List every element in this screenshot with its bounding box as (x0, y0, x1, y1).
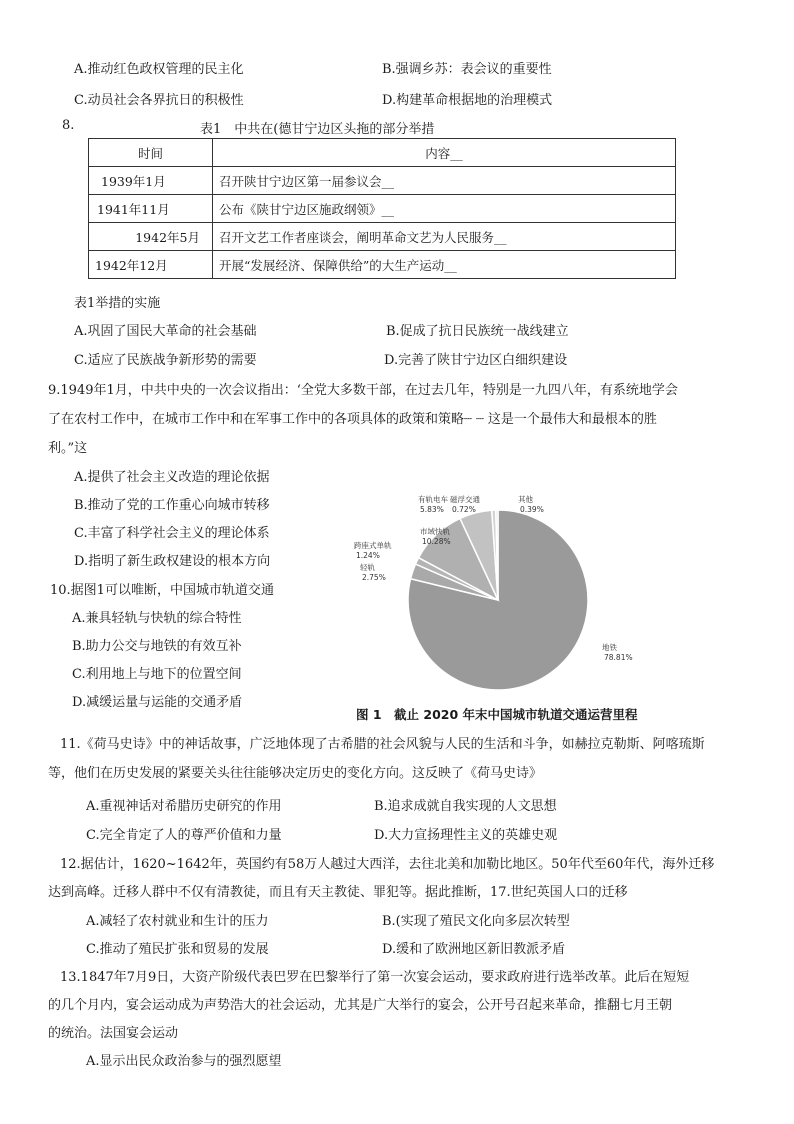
q8-table-title: 表1 中共在(德甘宁边区头拖的部分举措 (200, 122, 435, 137)
q10-option-b: B.助力公交与地铁的有效互补 (72, 639, 242, 654)
q7-option-d: D.构建革命根据地的治理模式 (382, 93, 553, 108)
table-row (89, 223, 676, 251)
q8-option-a: A.巩固了国民大革命的社会基础 (74, 324, 257, 339)
q11-stem-line1: 11.《荷马史诗》中的神话故事，广泛地体现了古希腊的社会风貌与人民的生活和斗争，如赫拉克勒斯、阿喀琉斯 (60, 737, 705, 752)
q12-option-a: A.减轻了农村就业和生计的压力 (86, 914, 269, 929)
pie-label-6: 磁浮交通 (450, 495, 480, 504)
table-cell-content: 召开陕甘宁边区第一届参议会__ (213, 167, 676, 195)
pie-value-7: 0.39% (520, 505, 544, 514)
q8-option-d: D.完善了陕甘宁边区白细织建设 (384, 353, 568, 368)
table-cell-time: 1942年5月 (89, 223, 213, 251)
pie-label-5: 有轨电车 (418, 495, 448, 504)
q11-option-b: B.追求成就自我实现的人文思想 (374, 799, 557, 814)
pie-label-7: 其他 (518, 495, 533, 504)
pie-label-4: 市域快轨 (420, 527, 450, 536)
pie-label-1: 地铁 (602, 643, 617, 652)
q12-option-d: D.缓和了欧洲地区新旧教派矛盾 (382, 942, 566, 957)
q13-stem-line1: 13.1847年7月9日，大资产阶级代表巴罗在巴黎举行了第一次宴会运动，要求政府进行选举改革。此后在短短 (60, 970, 690, 985)
q8-option-c: C.适应了民族战争新形势的需要 (74, 353, 257, 368)
table-cell-time: 1941年11月 (89, 195, 213, 223)
q10-option-a: A.兼具轻轨与快轨的综合特性 (72, 611, 242, 626)
pie-label-3: 跨座式单轨 (354, 541, 392, 550)
q9-option-c: C.丰富了科学社会主义的理论体系 (74, 526, 270, 541)
table-header-time: 时间 (89, 139, 213, 167)
chart-title: 图 1 截止 2020 年末中国城市轨道交通运营里程 (356, 707, 638, 722)
q12-option-c: C.推动了殖民扩张和贸易的发展 (86, 942, 269, 957)
q10-option-d: D.减缓运量与运能的交通矛盾 (72, 695, 243, 710)
q13-option-a: A.显示出民众政治参与的强烈愿望 (86, 1054, 282, 1069)
q7-option-b: B.强调乡苏：表会议的重要性 (382, 62, 552, 77)
pie-value-5: 5.83% (420, 505, 444, 514)
q11-option-c: C.完全肯定了人的尊严价值和力量 (86, 828, 282, 843)
q12-option-b: B.(实现了殖民文化向多层次转型 (382, 914, 570, 929)
q11-option-a: A.重视神话对希腊历史研究的作用 (86, 799, 282, 814)
pie-value-3: 1.24% (356, 551, 380, 560)
q8-stem: 表1举措的实施 (74, 296, 161, 311)
q13-stem-line3: 的统治。法国宴会运动 (48, 1026, 179, 1041)
pie-chart (340, 490, 660, 700)
q7-option-a: A.推动红色政权管理的民主化 (74, 62, 244, 77)
table-cell-content: 公布《陕甘宁边区施政纲领》__ (213, 195, 676, 223)
table-header-content: 内容__ (213, 139, 676, 167)
q13-stem-line2: 的几个月内，宴会运动成为声势浩大的社会运动，尤其是广大举行的宴会，公开号召起来革命，推翻七月王朝 (48, 998, 673, 1013)
q9-stem-line3: 利。”这 (48, 441, 88, 456)
q10-option-c: C.利用地上与地下的位置空间 (72, 667, 242, 682)
q9-option-d: D.指明了新生政权建设的根本方向 (74, 554, 271, 569)
table-row (89, 167, 676, 195)
table-row (89, 251, 676, 279)
q11-stem-line2: 等，他们在历史发展的紧要关头往往能够决定历史的变化方向。这反映了《荷马史诗》 (48, 766, 543, 781)
q9-option-a: A.提供了社会主义改造的理论依据 (74, 470, 270, 485)
table-header-row (89, 139, 676, 167)
q8-option-b: B.促成了抗日民族统一战线建立 (386, 324, 569, 339)
table-cell-time: 1942年12月 (89, 251, 213, 279)
pie-value-6: 0.72% (452, 505, 476, 514)
table-row (89, 195, 676, 223)
q8-table (88, 138, 676, 279)
q12-stem-line2: 达到高峰。迁移人群中不仅有清教徒，而且有天主教徒、罪犯等。据此推断，17.世纪英国人口的迁移 (48, 885, 628, 900)
q9-stem-line2: 了在农村工作中，在城市工作中和在军事工作中的各项具体的政策和策略┈ ┈ 这是一个最伟大和最根本的胜 (48, 412, 657, 427)
q7-option-c: C.动员社会各界抗日的积极性 (74, 93, 244, 108)
q9-option-b: B.推动了党的工作重心向城市转移 (74, 498, 270, 513)
table-cell-content: 召开文艺工作者座谈会，阐明革命文艺为人民服务__ (213, 223, 676, 251)
q12-stem-line1: 12.据估计，1620~1642年，英国约有58万人越过大西洋，去往北美和加勒比地区。50年代至60年代，海外迁移 (60, 857, 715, 872)
table-cell-time: 1939年1月 (89, 167, 213, 195)
pie-label-2: 轻轨 (360, 563, 375, 572)
pie-value-2: 2.75% (362, 573, 386, 582)
q10-stem: 10.据图1可以唯断，中国城市轨道交通 (50, 583, 274, 598)
q11-option-d: D.大力宣扬理性主义的英雄史观 (374, 828, 558, 843)
pie-value-1: 78.81% (604, 653, 633, 662)
q8-number: 8. (62, 118, 75, 133)
q9-stem-line1: 9.1949年1月，中共中央的一次会议指出：‘全党大多数干部，在过去几年，特别是一九四八年，有系统地学会 (48, 383, 678, 398)
table-cell-content: 开展“发展经济、保障供给”的大生产运动__ (213, 251, 676, 279)
pie-value-4: 10.28% (422, 537, 451, 546)
